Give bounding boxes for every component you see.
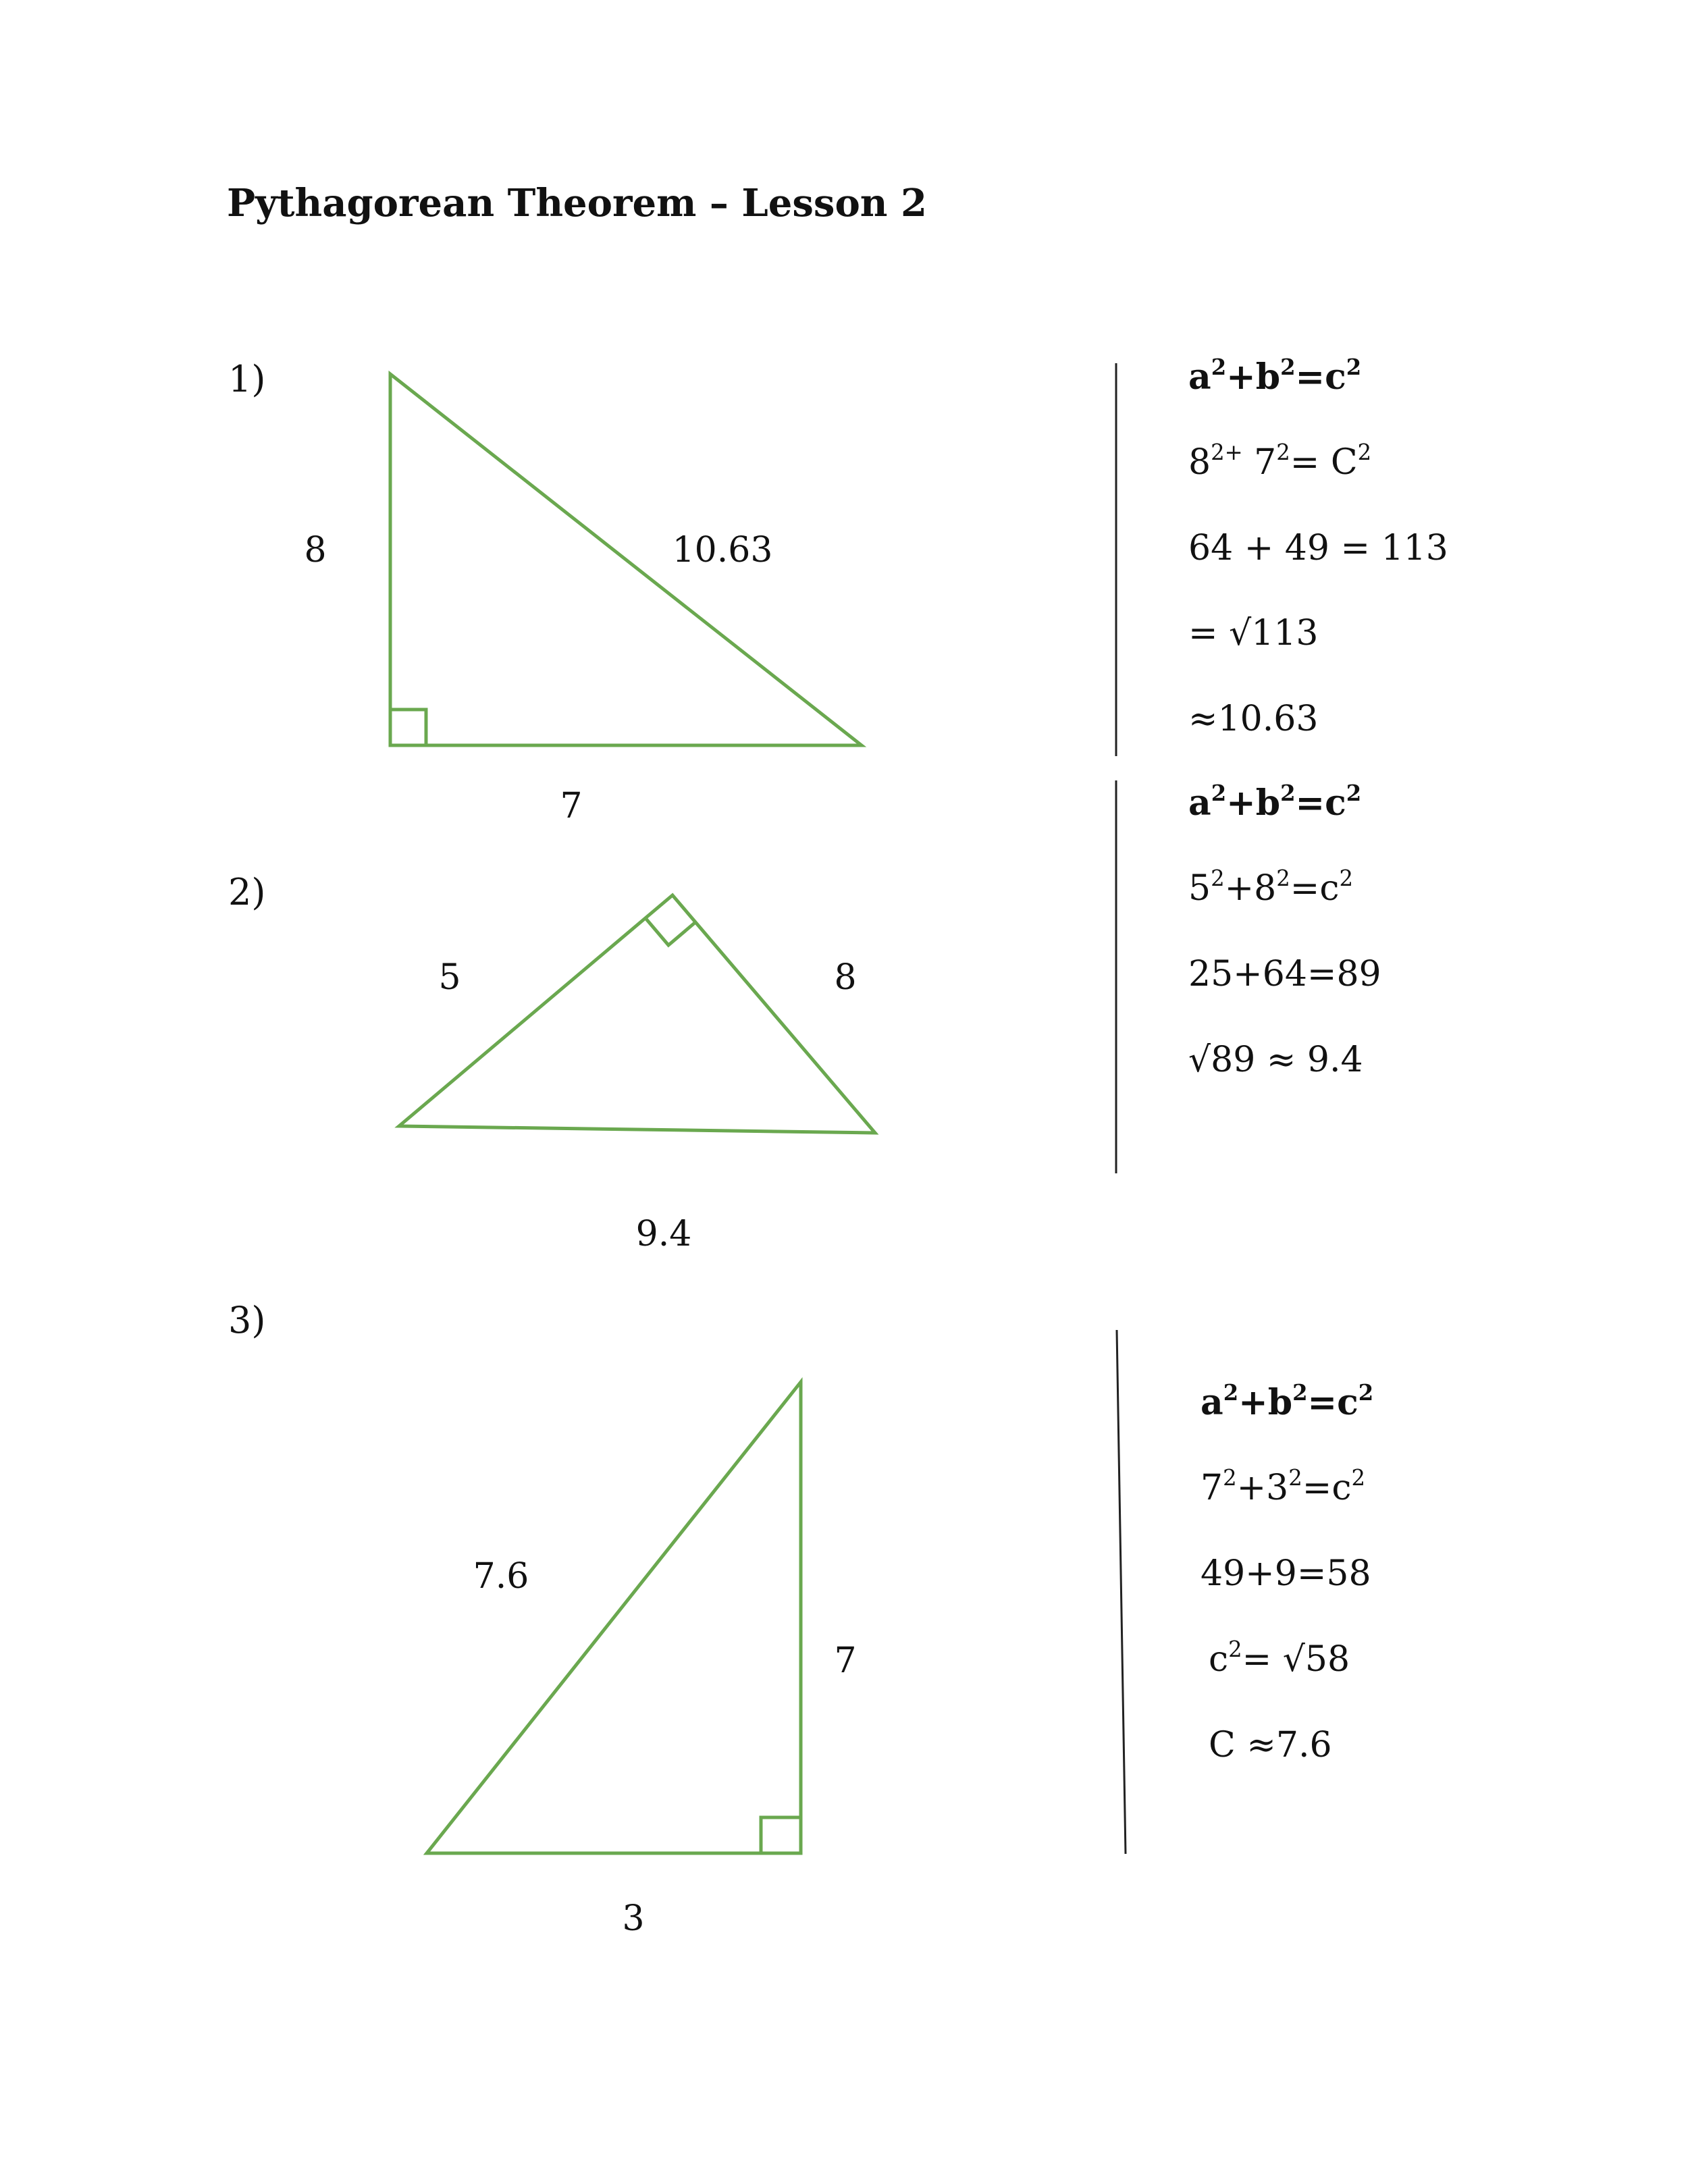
right-angle-marker-3 — [761, 1817, 801, 1853]
problem-number-3: 3) — [228, 1299, 266, 1341]
side-label-1-hypotenuse: 10.63 — [672, 530, 773, 570]
page-title: Pythagorean Theorem – Lesson 2 — [227, 181, 927, 225]
work-3-line-3: 49+9=58 — [1201, 1553, 1371, 1594]
triangle-3 — [427, 1382, 801, 1853]
side-label-2-bottom: 9.4 — [635, 1214, 692, 1254]
work-2-line-2: $5^2+8^2=c^2$ — [1188, 865, 1353, 909]
work-1-line-3: 64 + 49 = 113 — [1188, 528, 1448, 568]
right-angle-marker-1 — [390, 710, 426, 745]
work-2-line-1: $a^2+b^2=c^2$ — [1188, 780, 1362, 824]
work-3-line-4: $c^2= √58$ — [1209, 1636, 1350, 1680]
work-1-line-2: $8^{2+}$ $7^2= C^2$ — [1188, 440, 1372, 483]
work-2-line-3: 25+64=89 — [1188, 954, 1381, 994]
work-3-line-2: $7^2+3^2=c^2$ — [1201, 1465, 1365, 1508]
triangle-1 — [390, 374, 862, 745]
side-label-2-left: 5 — [438, 957, 461, 998]
work-1-line-4: = √113 — [1188, 613, 1319, 654]
divider-3 — [1117, 1330, 1126, 1854]
work-3-line-5: C ≈7.6 — [1209, 1725, 1332, 1765]
problem-number-1: 1) — [228, 358, 266, 400]
problem-number-2: 2) — [228, 871, 266, 913]
triangle-2 — [399, 895, 875, 1133]
side-label-3-right: 7 — [834, 1641, 857, 1681]
work-2-line-4: √89 ≈ 9.4 — [1188, 1040, 1363, 1080]
side-label-3-hypotenuse: 7.6 — [473, 1556, 529, 1597]
work-3-line-1: $a^2+b^2=c^2$ — [1201, 1380, 1374, 1423]
side-label-1-bottom: 7 — [560, 786, 583, 826]
work-1-line-1: $a^2+b^2=c^2$ — [1188, 354, 1362, 398]
side-label-2-right: 8 — [834, 957, 857, 998]
work-1-line-5: ≈10.63 — [1188, 699, 1319, 739]
side-label-1-left: 8 — [304, 530, 327, 570]
side-label-3-bottom: 3 — [622, 1898, 645, 1939]
right-angle-marker-2 — [645, 918, 695, 945]
